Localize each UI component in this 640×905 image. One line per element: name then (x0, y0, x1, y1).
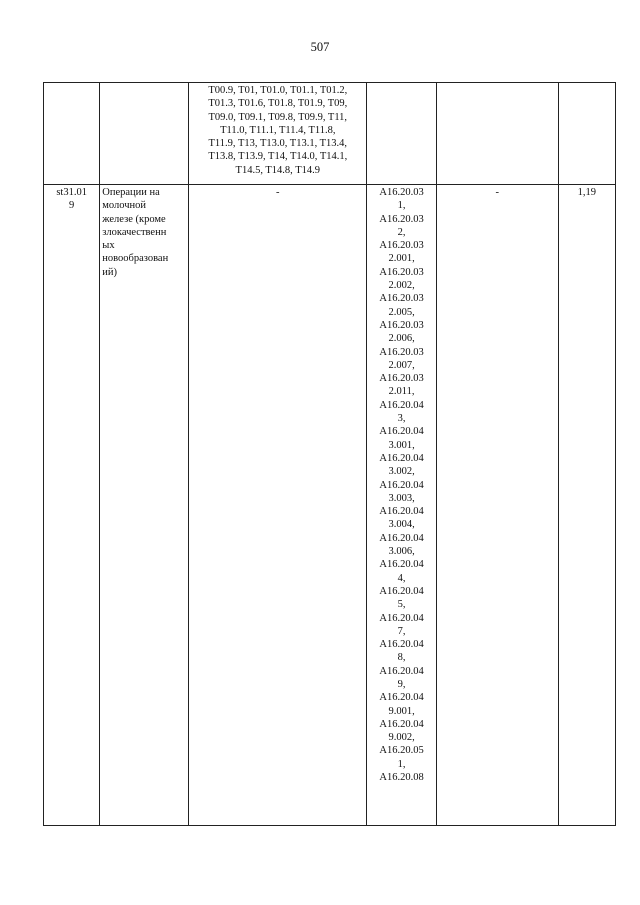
name-cell (100, 83, 189, 185)
code-cell (44, 185, 100, 826)
extra-criteria-cell: - (436, 185, 558, 826)
extra-criteria-cell (436, 83, 558, 185)
group-code-line: st31.01 (56, 187, 87, 198)
operation-code-line: 3.002, (388, 466, 415, 478)
operation-code-line: A16.20.03 (379, 319, 424, 331)
operation-code-line: 1, (397, 758, 406, 770)
operation-code-line: 3, (397, 413, 406, 425)
group-name-line: Операции на (102, 187, 160, 198)
group-name-line: железе (кроме (102, 213, 166, 225)
diagnosis-code-line: T14.5, T14.8, T14.9 (235, 164, 321, 176)
page-number: 507 (310, 40, 330, 54)
code-cell (44, 83, 100, 185)
group-name-line: ий) (102, 266, 118, 278)
group-name-line: ых (102, 240, 115, 252)
operation-cell (367, 185, 437, 826)
operation-code-line: 5, (397, 599, 406, 611)
operation-code-line: 2.001, (388, 253, 415, 265)
operation-code-line: 3.004, (388, 519, 415, 531)
operation-code-line: 2.011, (388, 386, 415, 398)
diagnosis-code-line: T00.9, T01, T01.0, T01.1, T01.2, (208, 85, 348, 96)
operation-cell (367, 83, 437, 185)
table-row-continued (44, 83, 616, 185)
operation-code-line: A16.20.03 (379, 346, 424, 358)
diagnosis-code-line: T09.0, T09.1, T09.8, T09.9, T11, (208, 111, 348, 123)
operation-code-line: 9, (397, 678, 406, 690)
operation-code-line: 2.006, (388, 333, 415, 345)
group-name-line: новообразован (102, 253, 169, 265)
operation-code-line: 2.007, (388, 359, 415, 371)
operation-code-line: 3.001, (388, 439, 415, 451)
operation-code-line: 7, (397, 625, 406, 637)
operation-code-line: A16.20.04 (379, 718, 424, 730)
diagnosis-cell: - (189, 185, 367, 826)
operation-code-line: A16.20.04 (379, 612, 424, 624)
operation-code-line: A16.20.04 (379, 585, 424, 597)
operation-code-line: A16.20.04 (379, 426, 424, 438)
operation-code-line: A16.20.04 (379, 692, 424, 704)
diagnosis-cell (189, 83, 367, 185)
operation-code-line: 3.006, (388, 546, 415, 558)
table-row-st31-019 (44, 185, 616, 826)
operation-code-line: 4, (397, 572, 406, 584)
operation-code-line: A16.20.03 (379, 373, 424, 385)
operation-code-line: A16.20.04 (379, 479, 424, 491)
diagnosis-code-line: T11.0, T11.1, T11.4, T11.8, (220, 124, 336, 136)
group-name-line: злокачественн (102, 226, 167, 238)
operation-code-line: 8, (397, 652, 406, 664)
operation-code-line: A16.20.04 (379, 399, 424, 411)
operation-code-line: 2.002, (388, 280, 415, 292)
operation-code-line: A16.20.03 (379, 293, 424, 305)
operation-code-line: 1, (397, 200, 406, 212)
diagnosis-code-line: T13.8, T13.9, T14, T14.0, T14.1, (208, 151, 348, 163)
operation-code-line: 9.001, (388, 705, 415, 717)
operation-code-line: 2.005, (388, 306, 415, 318)
diagnosis-code-line: T11.9, T13, T13.0, T13.1, T13.4, (208, 138, 348, 150)
operation-code-line: A16.20.03 (379, 240, 424, 252)
operation-code-line: A16.20.04 (379, 665, 424, 677)
operation-code-line: 3.003, (388, 492, 415, 504)
operation-code-line: A16.20.03 (379, 213, 424, 225)
tariff-table (43, 82, 616, 826)
coefficient-cell (558, 83, 615, 185)
diagnosis-code-line: T01.3, T01.6, T01.8, T01.9, T09, (208, 98, 348, 110)
operation-code-line: A16.20.05 (379, 745, 424, 757)
operation-code-line: A16.20.04 (379, 639, 424, 651)
operation-code-line: 9.002, (388, 732, 415, 744)
operation-code-line: A16.20.04 (379, 506, 424, 518)
name-cell (100, 185, 189, 826)
operation-code-line: A16.20.08 (379, 772, 424, 784)
operation-code-line: A16.20.04 (379, 559, 424, 571)
group-code-line: 9 (69, 200, 75, 212)
operation-code-line: A16.20.03 (379, 266, 424, 278)
operation-code-line: A16.20.04 (379, 532, 424, 544)
operation-code-line: A16.20.03 (379, 187, 424, 198)
operation-code-line: 2, (397, 226, 406, 238)
operation-code-line: A16.20.04 (379, 452, 424, 464)
group-name-line: молочной (102, 200, 147, 212)
coefficient-cell: 1,19 (558, 185, 615, 826)
